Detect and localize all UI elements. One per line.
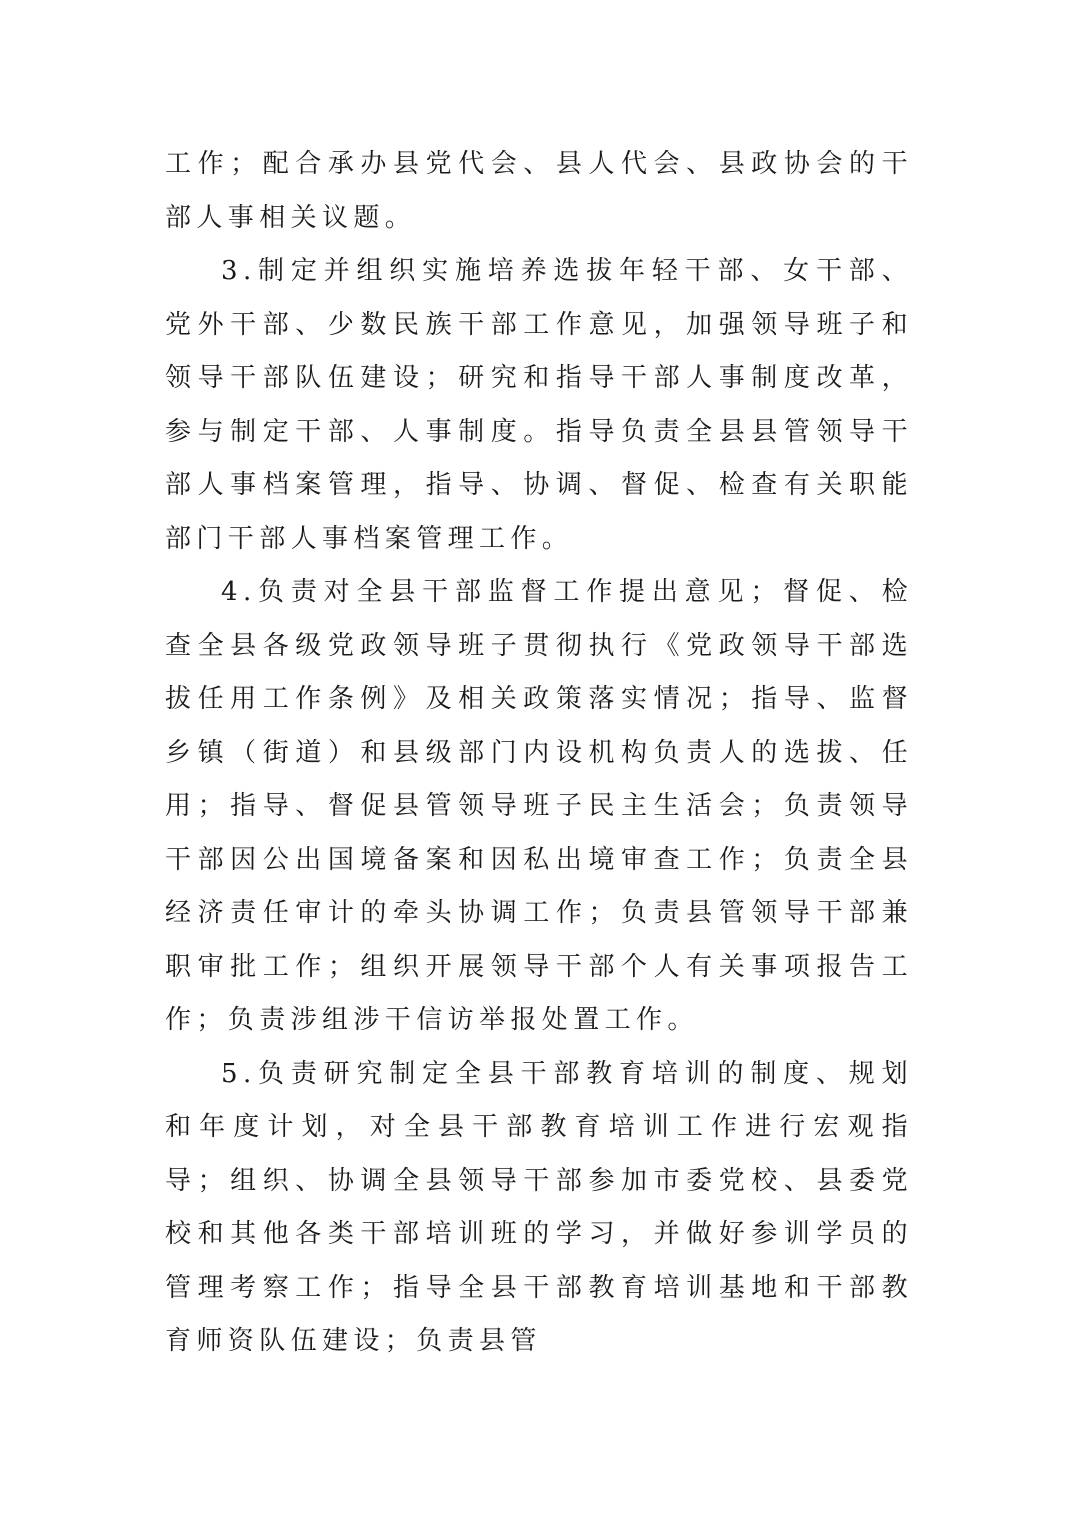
paragraph-item-4: 4.负责对全县干部监督工作提出意见；督促、检查全县各级党政领导班子贯彻执行《党政领导干部选拔任用工作条例》及相关政策落实情况；指导、监督乡镇（街道）和县级部门内设机构负责人的选拔、任用；指导、督促县管领导班子民主生活会；负责领导干部因公出国境备案和因私出境审查工作；负责全县经济责任审计的牵头协调工作；负责县管领导干部兼职审批工作；组织开展领导干部个人有关事项报告工作；负责涉组涉干信访举报处置工作。 (165, 577, 913, 1035)
paragraph-continuation: 工作；配合承办县党代会、县人代会、县政协会的干部人事相关议题。 (165, 149, 913, 233)
document-body (165, 138, 913, 1369)
paragraph-item-5: 5.负责研究制定全县干部教育培训的制度、规划和年度计划，对全县干部教育培训工作进行宏观指导；组织、协调全县领导干部参加市委党校、县委党校和其他各类干部培训班的学习，并做好参训学员的管理考察工作；指导全县干部教育培训基地和干部教育师资队伍建设；负责县管 (165, 1058, 913, 1356)
paragraph-item-3: 3.制定并组织实施培养选拔年轻干部、女干部、党外干部、少数民族干部工作意见，加强领导班子和领导干部队伍建设；研究和指导干部人事制度改革，参与制定干部、人事制度。指导负责全县县管领导干部人事档案管理，指导、协调、督促、检查有关职能部门干部人事档案管理工作。 (165, 256, 913, 554)
